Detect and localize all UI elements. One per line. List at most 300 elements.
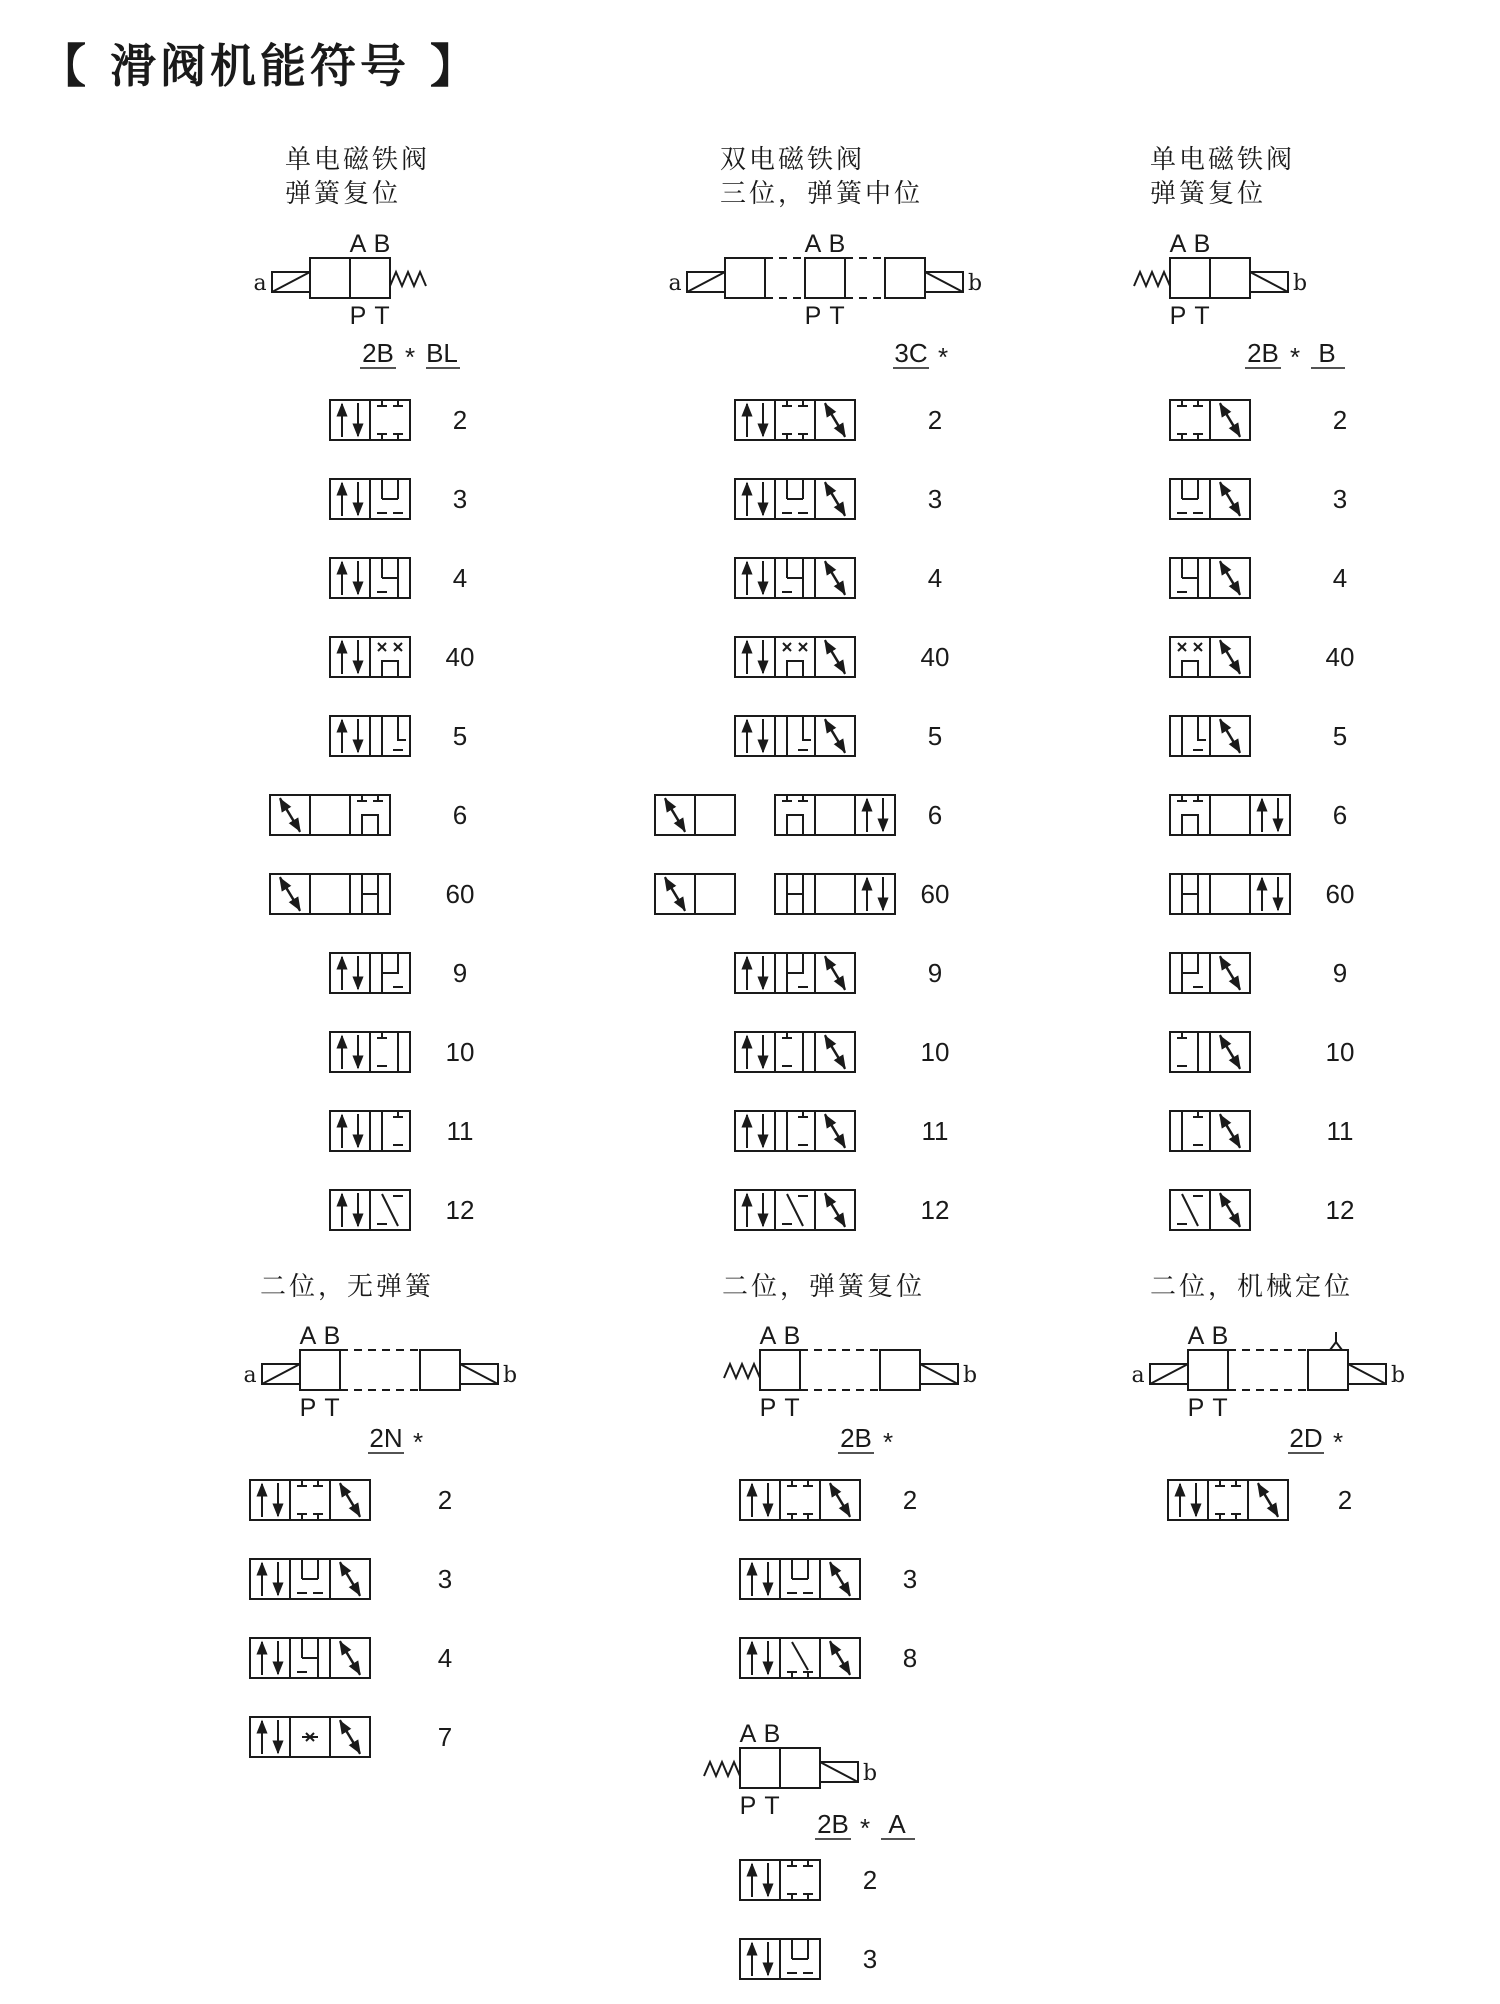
valve-position-box — [735, 1111, 775, 1151]
spring-icon — [704, 1762, 740, 1776]
flow-arrow — [825, 957, 845, 990]
function-number: 60 — [920, 879, 950, 909]
passage-line — [1198, 716, 1206, 740]
valve-position-box — [740, 1939, 780, 1979]
port-label-a: A — [759, 1322, 777, 1350]
g4-header-symbol — [243, 1322, 517, 1422]
valve-position-box — [250, 1717, 290, 1757]
valve-position-box — [780, 1860, 820, 1900]
function-number: 11 — [921, 1116, 949, 1146]
flow-arrow — [825, 562, 845, 595]
model-code-prefix: 2B — [817, 1809, 849, 1839]
valve-position-box — [780, 1748, 820, 1788]
flow-arrow — [1220, 483, 1240, 516]
g3-function-10 — [1170, 1032, 1354, 1072]
group-header-line: 双电磁铁阀 — [720, 145, 866, 175]
valve-position-box — [880, 1350, 920, 1390]
model-code-star: * — [1332, 1427, 1344, 1457]
valve-position-box — [1170, 716, 1210, 756]
g1-function-9 — [330, 953, 467, 993]
g6-function-2 — [1168, 1480, 1352, 1520]
valve-position-box — [775, 1111, 815, 1151]
function-number: 4 — [452, 563, 468, 593]
solenoid-diagonal — [262, 1364, 300, 1384]
g1-function-6 — [270, 795, 467, 835]
flow-arrow — [340, 1563, 360, 1596]
valve-position-box — [330, 953, 370, 993]
valve-position-box — [290, 1480, 330, 1520]
flow-arrow — [1220, 957, 1240, 990]
valve-position-box — [740, 1860, 780, 1900]
model-code-prefix: 2N — [369, 1423, 403, 1453]
g1-function-11 — [330, 1111, 474, 1151]
solenoid-label-b: b — [502, 1363, 518, 1388]
valve-position-box — [855, 874, 895, 914]
valve-position-box — [250, 1480, 290, 1520]
valve-position-box — [330, 716, 370, 756]
valve-position-box — [370, 716, 410, 756]
port-label-p: P — [349, 302, 367, 330]
g3-function-3 — [1170, 479, 1347, 519]
port-label-b: B — [1211, 1322, 1229, 1350]
passage-line — [382, 1194, 398, 1226]
flow-arrow — [665, 878, 685, 911]
g1-function-10 — [330, 1032, 474, 1072]
valve-position-box — [735, 637, 775, 677]
valve-position-box — [740, 1480, 780, 1520]
port-label-p: P — [299, 1394, 317, 1422]
function-number: 11 — [1326, 1116, 1354, 1146]
g6-model-code — [1288, 1423, 1343, 1457]
solenoid-diagonal — [1250, 272, 1288, 292]
model-code-star: * — [1289, 342, 1301, 372]
function-number: 5 — [452, 721, 468, 751]
flow-arrow — [825, 404, 845, 437]
model-code-prefix: 2B — [1247, 338, 1279, 368]
port-label-b: B — [1193, 230, 1211, 258]
valve-position-box — [330, 1032, 370, 1072]
function-number: 10 — [920, 1037, 950, 1067]
flow-arrow — [1220, 720, 1240, 753]
g7-header-symbol — [704, 1720, 877, 1820]
g2-function-4 — [735, 558, 942, 598]
valve-position-box — [330, 1111, 370, 1151]
function-number: 2 — [862, 1865, 878, 1895]
g7-model-code — [815, 1809, 915, 1843]
group-header-line: 二位，机械定位 — [1150, 1272, 1354, 1302]
function-number: 7 — [437, 1722, 453, 1752]
valve-position-box — [775, 716, 815, 756]
g2-function-11 — [735, 1111, 949, 1151]
valve-position-box — [815, 795, 855, 835]
g7-function-2 — [740, 1860, 877, 1900]
flow-arrow — [825, 1194, 845, 1227]
valve-position-box — [1188, 1350, 1228, 1390]
g2-function-2 — [735, 400, 942, 440]
valve-position-box — [735, 400, 775, 440]
model-code-star: * — [882, 1427, 894, 1457]
function-number: 12 — [445, 1195, 475, 1225]
flow-arrow — [830, 1563, 850, 1596]
function-number: 3 — [452, 484, 468, 514]
model-code-prefix: 2D — [1289, 1423, 1323, 1453]
function-number: 40 — [920, 642, 950, 672]
g1-function-3 — [330, 479, 467, 519]
solenoid-diagonal — [1348, 1364, 1386, 1384]
valve-position-box — [1170, 1032, 1210, 1072]
solenoid-diagonal — [920, 1364, 958, 1384]
passage-line — [362, 815, 378, 835]
function-number: 40 — [445, 642, 475, 672]
valve-position-box — [775, 1032, 815, 1072]
throttle-mark — [1178, 643, 1202, 651]
valve-position-box — [310, 874, 350, 914]
port-label-b: B — [828, 230, 846, 258]
model-code-suffix: A — [888, 1809, 906, 1839]
function-number: 40 — [1325, 642, 1355, 672]
flow-arrow — [825, 720, 845, 753]
g4-function-2 — [250, 1480, 452, 1520]
flow-arrow — [665, 799, 685, 832]
solenoid-label-a: a — [253, 271, 267, 296]
valve-position-box — [1308, 1350, 1348, 1390]
solenoid-diagonal — [272, 272, 310, 292]
port-label-t: T — [764, 1792, 780, 1820]
valve-position-box — [695, 795, 735, 835]
g2-function-3 — [735, 479, 942, 519]
function-number: 2 — [902, 1485, 918, 1515]
function-number: 4 — [437, 1643, 453, 1673]
valve-position-box — [740, 1748, 780, 1788]
function-number: 3 — [927, 484, 943, 514]
g1-header — [285, 145, 430, 209]
model-code-star: * — [412, 1427, 424, 1457]
g2-header — [720, 145, 923, 209]
g4-function-4 — [250, 1638, 452, 1678]
g7-function-3 — [740, 1939, 877, 1979]
function-number: 60 — [1325, 879, 1355, 909]
flow-arrow — [340, 1721, 360, 1754]
g3-function-40 — [1170, 637, 1354, 677]
g2-function-9 — [735, 953, 942, 993]
valve-position-box — [330, 637, 370, 677]
function-number: 11 — [446, 1116, 474, 1146]
function-number: 6 — [1332, 800, 1348, 830]
throttle-mark — [783, 643, 807, 651]
port-label-a: A — [1187, 1322, 1205, 1350]
valve-position-box — [1210, 874, 1250, 914]
function-number: 9 — [452, 958, 468, 988]
solenoid-diagonal — [925, 272, 963, 292]
function-number: 5 — [927, 721, 943, 751]
valve-position-box — [695, 874, 735, 914]
model-code-prefix: 2B — [362, 338, 394, 368]
function-number: 12 — [1325, 1195, 1355, 1225]
page-title: 【 滑阀机能符号 】 — [40, 39, 481, 93]
throttle-mark — [302, 1733, 318, 1741]
valve-position-box — [1170, 258, 1210, 298]
spring-icon — [724, 1364, 760, 1378]
passage-line — [803, 716, 811, 740]
function-number: 3 — [902, 1564, 918, 1594]
g3-function-9 — [1170, 953, 1347, 993]
model-code-suffix: BL — [426, 338, 458, 368]
passage-line — [398, 716, 406, 740]
throttle-mark — [378, 643, 402, 651]
solenoid-diagonal — [1150, 1364, 1188, 1384]
passage-line — [382, 661, 398, 677]
passage-line — [787, 953, 803, 973]
g2-model-code — [893, 338, 948, 372]
g3-function-60 — [1170, 874, 1354, 914]
g2-function-6 — [655, 795, 942, 835]
model-code-star: * — [859, 1813, 871, 1843]
group-header-line: 二位，无弹簧 — [260, 1272, 435, 1302]
g2-function-60 — [655, 874, 949, 914]
port-label-b: B — [783, 1322, 801, 1350]
valve-position-box — [250, 1638, 290, 1678]
port-label-t: T — [829, 302, 845, 330]
port-label-a: A — [299, 1322, 317, 1350]
port-label-a: A — [349, 230, 367, 258]
g5-header-symbol — [724, 1322, 977, 1422]
function-number: 2 — [1332, 405, 1348, 435]
valve-position-box — [330, 479, 370, 519]
valve-position-box — [735, 558, 775, 598]
g1-function-4 — [330, 558, 467, 598]
valve-position-box — [1170, 400, 1210, 440]
port-label-t: T — [784, 1394, 800, 1422]
valve-position-box — [740, 1559, 780, 1599]
g3-function-4 — [1170, 558, 1347, 598]
port-label-p: P — [1169, 302, 1187, 330]
valve-position-box — [735, 953, 775, 993]
passage-line — [787, 1194, 803, 1226]
group-header-line: 二位，弹簧复位 — [722, 1272, 926, 1302]
passage-line — [1182, 661, 1198, 677]
flow-arrow — [1258, 1484, 1278, 1517]
g1-model-code — [360, 338, 460, 372]
function-number: 60 — [445, 879, 475, 909]
solenoid-label-b: b — [1292, 271, 1308, 296]
model-code-star: * — [937, 342, 949, 372]
valve-position-box — [735, 479, 775, 519]
function-number: 10 — [1325, 1037, 1355, 1067]
solenoid-label-b: b — [1390, 1363, 1406, 1388]
solenoid-label-a: a — [668, 271, 682, 296]
valve-position-box — [855, 795, 895, 835]
valve-position-box — [735, 1032, 775, 1072]
valve-position-box — [725, 258, 765, 298]
g2-function-12 — [735, 1190, 949, 1230]
valve-position-box — [300, 1350, 340, 1390]
valve-position-box — [1210, 258, 1250, 298]
flow-arrow — [1220, 1194, 1240, 1227]
model-code-prefix: 2B — [840, 1423, 872, 1453]
flow-arrow — [825, 1036, 845, 1069]
valve-position-box — [420, 1350, 460, 1390]
function-number: 4 — [1332, 563, 1348, 593]
passage-line — [1182, 1194, 1198, 1226]
port-label-t: T — [1194, 302, 1210, 330]
function-number: 2 — [927, 405, 943, 435]
g3-function-2 — [1170, 400, 1347, 440]
passage-line — [787, 815, 803, 835]
flow-arrow — [1220, 641, 1240, 674]
passage-line — [1182, 815, 1198, 835]
g2-function-5 — [735, 716, 942, 756]
g4-function-7 — [250, 1717, 452, 1757]
port-label-p: P — [759, 1394, 777, 1422]
port-label-a: A — [804, 230, 822, 258]
g5-function-2 — [740, 1480, 917, 1520]
group-header-line: 单电磁铁阀 — [285, 145, 431, 175]
function-number: 4 — [927, 563, 943, 593]
valve-position-box — [1250, 874, 1290, 914]
port-label-a: A — [1169, 230, 1187, 258]
solenoid-label-b: b — [862, 1761, 878, 1786]
valve-position-box — [370, 1111, 410, 1151]
g1-function-12 — [330, 1190, 474, 1230]
port-label-t: T — [1212, 1394, 1228, 1422]
g2-header-symbol — [668, 230, 982, 330]
group-header-line: 单电磁铁阀 — [1150, 145, 1296, 175]
flow-arrow — [830, 1484, 850, 1517]
valve-position-box — [330, 400, 370, 440]
g2-function-10 — [735, 1032, 949, 1072]
valve-position-box — [1170, 637, 1210, 677]
valve-position-box — [250, 1559, 290, 1599]
solenoid-diagonal — [460, 1364, 498, 1384]
valve-position-box — [775, 400, 815, 440]
g1-header-symbol — [253, 230, 426, 330]
valve-position-box — [310, 795, 350, 835]
spring-icon — [390, 272, 426, 286]
g6-header — [1150, 1272, 1353, 1302]
solenoid-diagonal — [687, 272, 725, 292]
flow-arrow — [280, 878, 300, 911]
g3-header — [1150, 145, 1295, 209]
g3-function-11 — [1170, 1111, 1354, 1151]
valve-position-box — [1208, 1480, 1248, 1520]
flow-arrow — [825, 641, 845, 674]
model-code-star: * — [404, 342, 416, 372]
passage-line — [792, 1642, 808, 1670]
function-number: 6 — [927, 800, 943, 830]
function-number: 10 — [445, 1037, 475, 1067]
valve-position-box — [780, 1480, 820, 1520]
solenoid-label-b: b — [962, 1363, 978, 1388]
valve-position-box — [1250, 795, 1290, 835]
flow-arrow — [1220, 1036, 1240, 1069]
valve-position-box — [885, 258, 925, 298]
valve-position-box — [370, 637, 410, 677]
g5-function-8 — [740, 1638, 917, 1678]
passage-line — [362, 874, 378, 914]
port-label-b: B — [763, 1720, 781, 1748]
passage-line — [787, 874, 803, 914]
g4-model-code — [368, 1423, 423, 1457]
valve-position-box — [735, 716, 775, 756]
valve-position-box — [1210, 795, 1250, 835]
flow-arrow — [1220, 1115, 1240, 1148]
valve-position-box — [350, 258, 390, 298]
valve-position-box — [735, 1190, 775, 1230]
g1-function-40 — [330, 637, 474, 677]
port-label-a: A — [739, 1720, 757, 1748]
g5-header — [722, 1272, 925, 1302]
function-number: 12 — [920, 1195, 950, 1225]
valve-position-box — [815, 874, 855, 914]
function-number: 2 — [1337, 1485, 1353, 1515]
valve-position-box — [775, 637, 815, 677]
g2-function-40 — [735, 637, 949, 677]
function-number: 9 — [927, 958, 943, 988]
port-label-t: T — [374, 302, 390, 330]
g1-function-60 — [270, 874, 474, 914]
g5-function-3 — [740, 1559, 917, 1599]
function-number: 9 — [1332, 958, 1348, 988]
solenoid-label-a: a — [1131, 1363, 1145, 1388]
solenoid-label-a: a — [243, 1363, 257, 1388]
function-number: 3 — [862, 1944, 878, 1974]
g3-function-6 — [1170, 795, 1347, 835]
port-label-p: P — [1187, 1394, 1205, 1422]
port-label-b: B — [373, 230, 391, 258]
function-number: 8 — [902, 1643, 918, 1673]
port-label-t: T — [324, 1394, 340, 1422]
valve-position-box — [330, 1190, 370, 1230]
solenoid-diagonal — [820, 1762, 858, 1782]
flow-arrow — [1220, 562, 1240, 595]
function-number: 6 — [452, 800, 468, 830]
flow-arrow — [1220, 404, 1240, 437]
flow-arrow — [280, 799, 300, 832]
g4-header — [260, 1272, 434, 1302]
g4-function-3 — [250, 1559, 452, 1599]
g5-model-code — [838, 1423, 893, 1457]
passage-line — [382, 953, 398, 973]
valve-position-box — [760, 1350, 800, 1390]
flow-arrow — [825, 1115, 845, 1148]
g3-function-12 — [1170, 1190, 1354, 1230]
solenoid-label-b: b — [967, 271, 983, 296]
g3-header-symbol — [1134, 230, 1307, 330]
valve-position-box — [1170, 1111, 1210, 1151]
g1-function-2 — [330, 400, 467, 440]
valve-position-box — [805, 258, 845, 298]
g3-function-5 — [1170, 716, 1347, 756]
model-code-prefix: 3C — [894, 338, 928, 368]
valve-position-box — [370, 400, 410, 440]
detent-icon — [1330, 1332, 1342, 1350]
g3-model-code — [1245, 338, 1345, 372]
g1-function-5 — [330, 716, 467, 756]
group-header-line: 三位，弹簧中位 — [720, 179, 924, 209]
g6-header-symbol — [1131, 1322, 1405, 1422]
group-header-line: 弹簧复位 — [1150, 179, 1267, 209]
valve-position-box — [1168, 1480, 1208, 1520]
spring-icon — [1134, 272, 1170, 286]
passage-line — [1182, 874, 1198, 914]
group-header-line: 弹簧复位 — [285, 179, 402, 209]
function-number: 2 — [437, 1485, 453, 1515]
function-number: 2 — [452, 405, 468, 435]
flow-arrow — [825, 483, 845, 516]
flow-arrow — [830, 1642, 850, 1675]
model-code-suffix: B — [1318, 338, 1336, 368]
port-label-b: B — [323, 1322, 341, 1350]
